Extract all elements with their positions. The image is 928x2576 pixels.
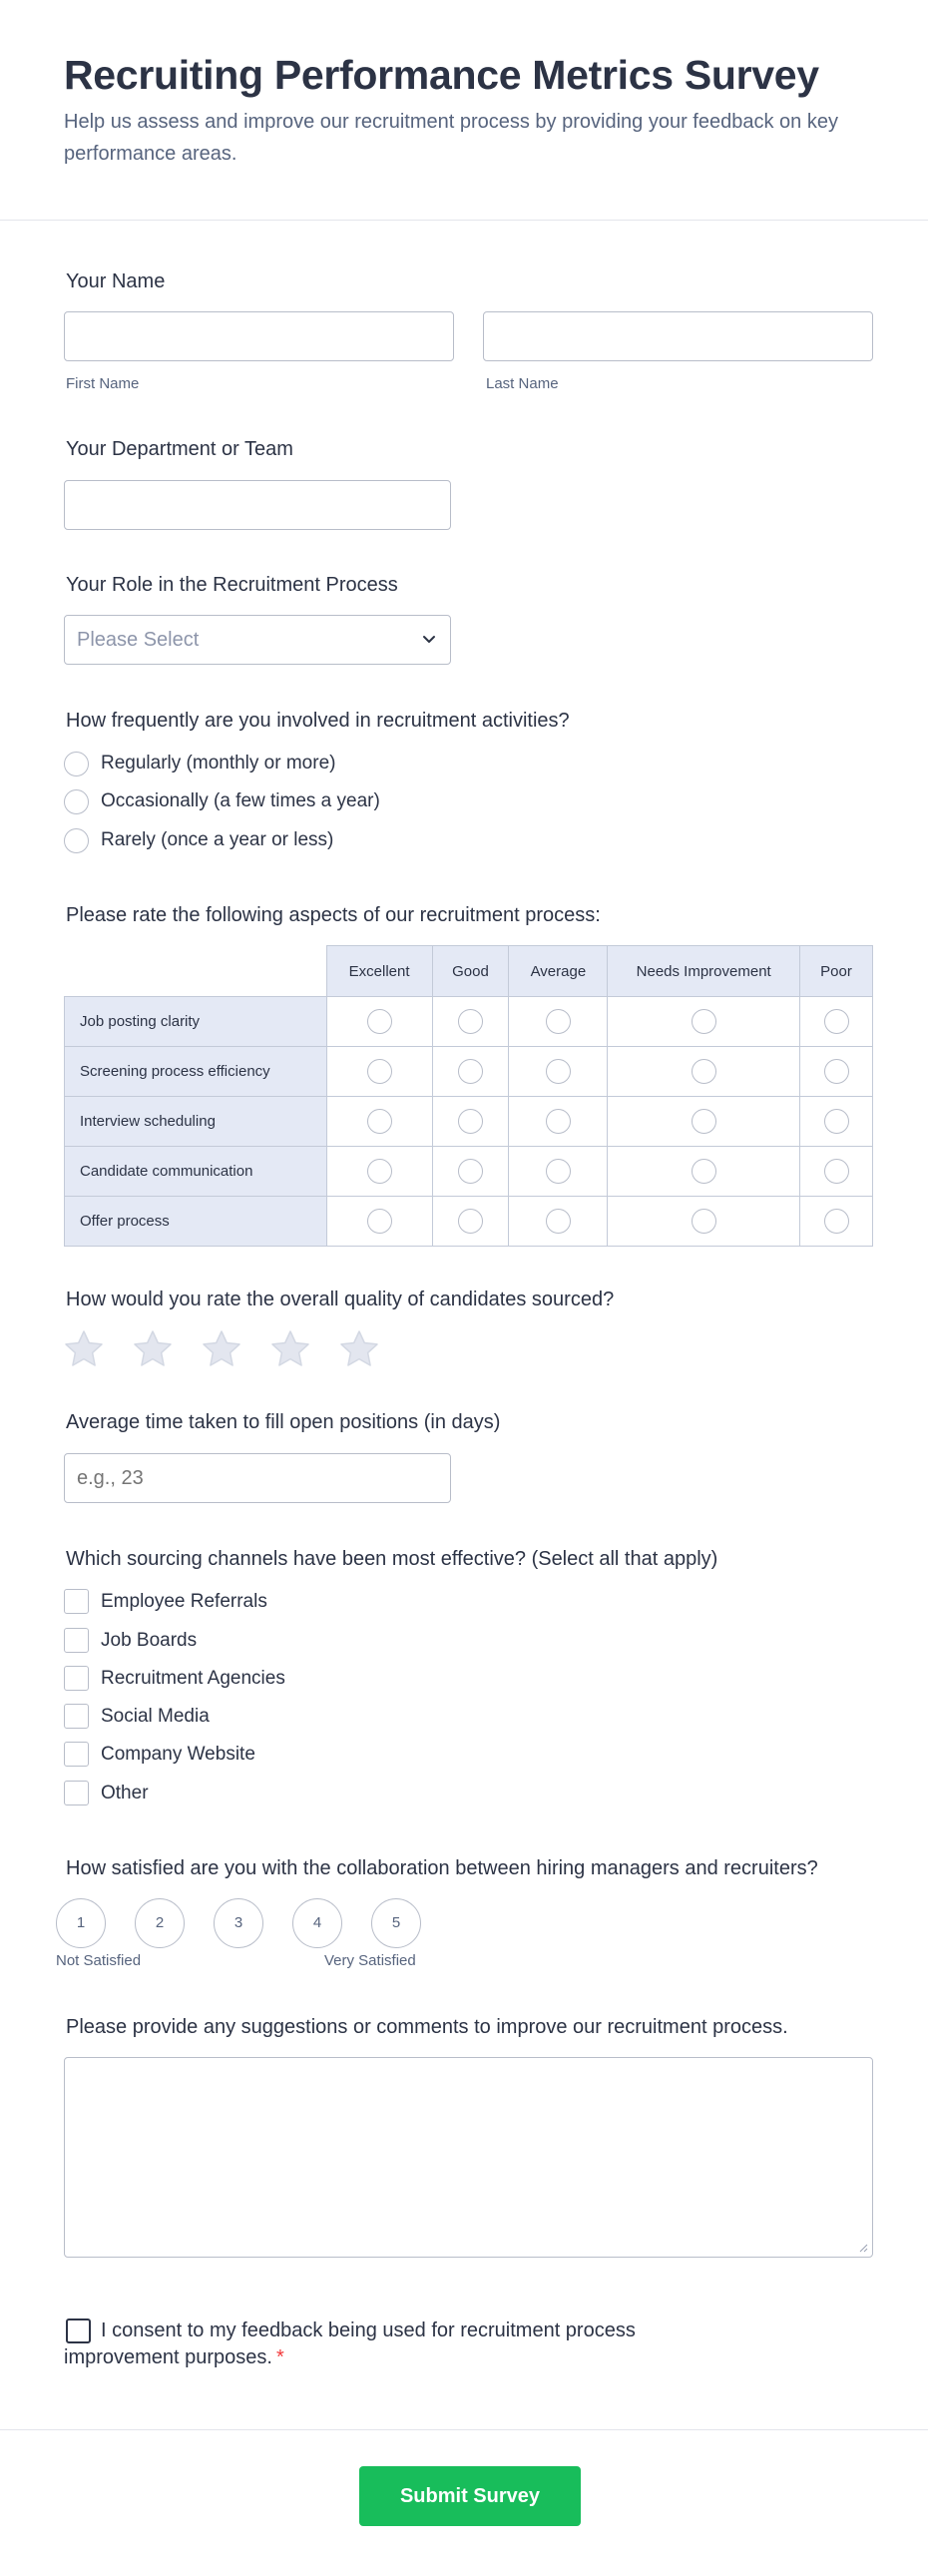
matrix-cell[interactable] (326, 997, 432, 1047)
matrix-cell[interactable] (432, 1197, 509, 1247)
matrix-cell[interactable] (432, 1147, 509, 1197)
scale-option-4[interactable]: 4 (292, 1898, 342, 1948)
time-to-fill-label: Average time taken to fill open positions (in days) (66, 1411, 501, 1433)
checkbox[interactable] (64, 1589, 89, 1614)
role-label: Your Role in the Recruitment Process (66, 574, 398, 596)
rating-matrix (64, 945, 873, 1247)
channel-option-label: Recruitment Agencies (101, 1668, 285, 1689)
radio-button[interactable] (692, 1059, 716, 1084)
radio-button[interactable] (367, 1159, 392, 1184)
role-select-placeholder: Please Select (77, 629, 200, 651)
channel-option-label: Social Media (101, 1706, 210, 1727)
matrix-column-header: Average (509, 946, 608, 997)
radio-button[interactable] (824, 1159, 849, 1184)
matrix-column-header: Good (432, 946, 509, 997)
scale-low-label: Not Satisfied (56, 1952, 142, 1969)
satisfaction-label: How satisfied are you with the collaboration between hiring managers and recruiters? (66, 1857, 818, 1879)
matrix-row-label: Job posting clarity (65, 997, 327, 1047)
radio-button[interactable] (64, 828, 89, 853)
scale-option-5[interactable]: 5 (371, 1898, 421, 1948)
radio-button[interactable] (458, 1009, 483, 1034)
matrix-column-header: Excellent (326, 946, 432, 997)
radio-button[interactable] (546, 1109, 571, 1134)
matrix-row (65, 1047, 873, 1097)
checkbox[interactable] (64, 1742, 89, 1767)
radio-button[interactable] (546, 1009, 571, 1034)
matrix-cell[interactable] (509, 1147, 608, 1197)
last-name-input[interactable] (483, 311, 873, 361)
matrix-cell[interactable] (432, 1097, 509, 1147)
resize-handle-icon[interactable] (858, 2243, 868, 2253)
radio-button[interactable] (546, 1059, 571, 1084)
role-select[interactable] (64, 615, 451, 665)
matrix-cell[interactable] (800, 997, 873, 1047)
candidate-quality-label: How would you rate the overall quality of candidates sourced? (66, 1288, 615, 1310)
matrix-column-header: Needs Improvement (608, 946, 800, 997)
last-name-sublabel: Last Name (486, 375, 559, 392)
radio-button[interactable] (824, 1209, 849, 1234)
chevron-down-icon (420, 630, 438, 648)
footer-divider (0, 2429, 928, 2430)
matrix-cell[interactable] (326, 1097, 432, 1147)
radio-button[interactable] (824, 1109, 849, 1134)
radio-button[interactable] (64, 752, 89, 776)
comments-textarea[interactable] (64, 2057, 873, 2258)
matrix-cell[interactable] (509, 997, 608, 1047)
frequency-label: How frequently are you involved in recruitment activities? (66, 710, 570, 732)
scale-option-2[interactable]: 2 (135, 1898, 185, 1948)
matrix-cell[interactable] (432, 997, 509, 1047)
radio-button[interactable] (546, 1209, 571, 1234)
page-subtitle: Help us assess and improve our recruitment process by providing your feedback on key performance areas. (64, 111, 838, 165)
star-icon[interactable] (202, 1329, 241, 1369)
matrix-cell[interactable] (326, 1197, 432, 1247)
matrix-cell[interactable] (608, 1047, 800, 1097)
scale-option-3[interactable]: 3 (214, 1898, 263, 1948)
radio-button[interactable] (546, 1159, 571, 1184)
checkbox[interactable] (64, 1781, 89, 1805)
scale-option-1[interactable]: 1 (56, 1898, 106, 1948)
radio-button[interactable] (692, 1009, 716, 1034)
radio-button[interactable] (458, 1159, 483, 1184)
radio-button[interactable] (367, 1209, 392, 1234)
channel-option-label: Employee Referrals (101, 1591, 267, 1612)
scale-high-label: Very Satisfied (324, 1952, 416, 1969)
matrix-row-label: Screening process efficiency (65, 1047, 327, 1097)
form-header (0, 0, 928, 221)
radio-button[interactable] (64, 789, 89, 814)
matrix-row (65, 1197, 873, 1247)
radio-button[interactable] (824, 1059, 849, 1084)
matrix-cell[interactable] (608, 1097, 800, 1147)
matrix-cell[interactable] (800, 1197, 873, 1247)
department-input[interactable] (64, 480, 451, 530)
radio-button[interactable] (458, 1109, 483, 1134)
matrix-cell[interactable] (326, 1147, 432, 1197)
radio-button[interactable] (692, 1159, 716, 1184)
radio-button[interactable] (458, 1209, 483, 1234)
star-icon[interactable] (64, 1329, 104, 1369)
radio-button[interactable] (692, 1109, 716, 1134)
radio-button[interactable] (367, 1059, 392, 1084)
consent-text: I consent to my feedback being used for recruitment process improvement purposes. (64, 2319, 636, 2368)
frequency-option-label: Occasionally (a few times a year) (101, 790, 380, 811)
matrix-cell[interactable] (432, 1047, 509, 1097)
matrix-corner (65, 946, 327, 997)
matrix-column-header: Poor (800, 946, 873, 997)
matrix-cell[interactable] (800, 1097, 873, 1147)
matrix-cell[interactable] (608, 1147, 800, 1197)
matrix-cell[interactable] (608, 997, 800, 1047)
radio-button[interactable] (692, 1209, 716, 1234)
matrix-cell[interactable] (800, 1147, 873, 1197)
channel-option-label: Other (101, 1783, 149, 1803)
page-title: Recruiting Performance Metrics Survey (64, 52, 819, 98)
first-name-input[interactable] (64, 311, 454, 361)
matrix-row-label: Offer process (65, 1197, 327, 1247)
matrix-cell[interactable] (608, 1197, 800, 1247)
radio-button[interactable] (458, 1059, 483, 1084)
star-icon[interactable] (270, 1329, 310, 1369)
star-icon[interactable] (339, 1329, 379, 1369)
checkbox[interactable] (64, 1628, 89, 1653)
matrix-row (65, 1097, 873, 1147)
checkbox[interactable] (64, 1666, 89, 1691)
matrix-cell[interactable] (509, 1047, 608, 1097)
time-to-fill-input[interactable] (64, 1453, 451, 1503)
matrix-cell[interactable] (509, 1097, 608, 1147)
radio-button[interactable] (367, 1009, 392, 1034)
frequency-option-label: Regularly (monthly or more) (101, 753, 336, 773)
name-label: Your Name (66, 270, 166, 292)
matrix-row (65, 997, 873, 1047)
channels-label: Which sourcing channels have been most effective? (Select all that apply) (66, 1548, 718, 1570)
matrix-cell[interactable] (509, 1197, 608, 1247)
department-label: Your Department or Team (66, 438, 293, 460)
matrix-cell[interactable] (800, 1047, 873, 1097)
matrix-cell[interactable] (326, 1047, 432, 1097)
matrix-row-label: Interview scheduling (65, 1097, 327, 1147)
matrix-row-label: Candidate communication (65, 1147, 327, 1197)
channel-option-label: Company Website (101, 1744, 255, 1765)
required-mark: * (275, 2346, 284, 2368)
radio-button[interactable] (824, 1009, 849, 1034)
comments-label: Please provide any suggestions or comments to improve our recruitment process. (66, 2016, 788, 2038)
radio-button[interactable] (367, 1109, 392, 1134)
matrix-row (65, 1147, 873, 1197)
first-name-sublabel: First Name (66, 375, 140, 392)
channel-option-label: Job Boards (101, 1630, 198, 1651)
checkbox[interactable] (64, 1704, 89, 1729)
matrix-label: Please rate the following aspects of our recruitment process: (66, 904, 601, 926)
consent-label (64, 2318, 683, 2371)
frequency-option-label: Rarely (once a year or less) (101, 829, 334, 850)
submit-button[interactable]: Submit Survey (359, 2466, 581, 2526)
star-icon[interactable] (133, 1329, 173, 1369)
